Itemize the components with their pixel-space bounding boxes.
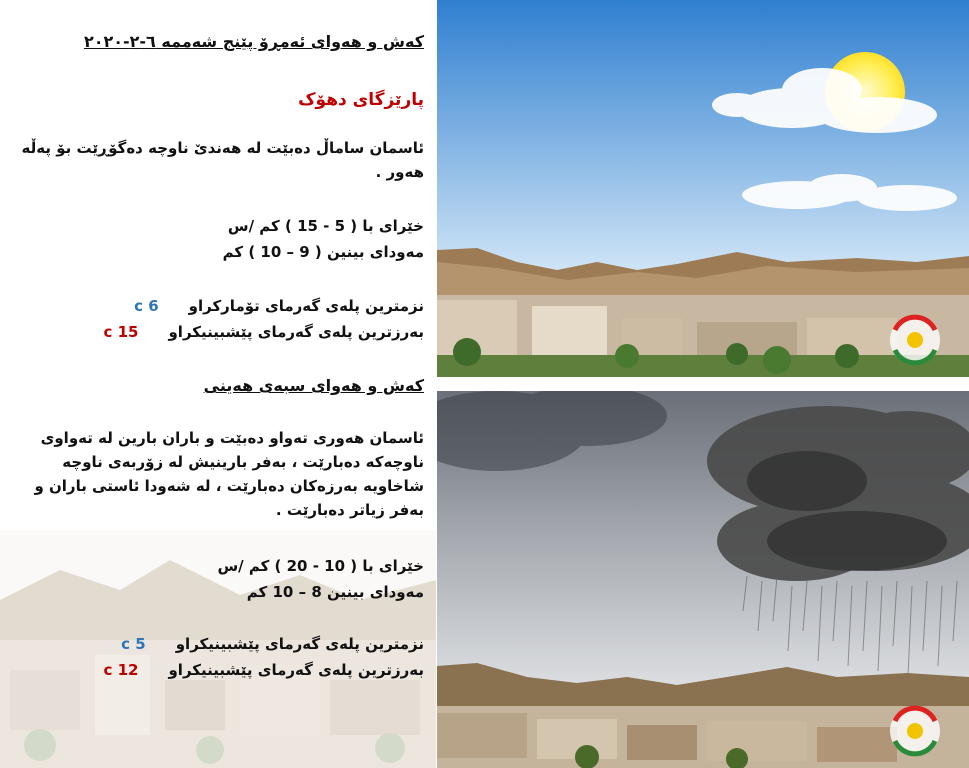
today-min-value: 6 c	[134, 297, 159, 315]
tomorrow-max-temp-row	[103, 658, 424, 682]
tomorrow-max-label: بەرزترین پلەی گەرمای پێشبینیکراو	[168, 661, 424, 679]
tomorrow-heading: کەش و هەوای سبەی هەینی	[203, 376, 424, 395]
today-description: ئاسمان ساماڵ دەبێت لە هەندێ ناوچە دەگۆڕێت بۆ پەڵە هەور .	[21, 139, 424, 181]
stormy-city-photo	[437, 391, 969, 768]
tomorrow-min-temp-row	[121, 632, 424, 656]
channel-logo-icon	[890, 315, 940, 365]
tomorrow-max-value: 12 c	[103, 661, 139, 679]
photo-divider	[437, 377, 969, 391]
tomorrow-description: ئاسمان هەوری تەواو دەبێت و باران بارین لە تەواوی ناوچەکە دەبارێت ، بەفر بارینیش لە زۆربەی ناوچە شاخاویە بەرزەکان دەبارێت ، لە شەودا ئاستی باران و بەفر زیاتر دەبارێت .	[34, 429, 424, 519]
region-name: پارێزگای دهۆک	[298, 90, 424, 110]
today-max-label: بەرزترین پلەی گەرمای پێشبینیکراو	[168, 323, 424, 341]
today-wind: خێرای با ( 5 - 15 ) کم /س	[227, 217, 424, 235]
today-min-temp-row	[134, 294, 424, 318]
tomorrow-visibility: مەودای بینین 8 – 10 کم	[246, 583, 424, 601]
tomorrow-wind: خێرای با ( 10 - 20 ) کم /س	[217, 557, 424, 575]
today-min-label: نزمترین پلەی گەرمای تۆمارکراو	[188, 297, 424, 315]
tomorrow-min-value: 5 c	[121, 635, 146, 653]
today-heading: کەش و هەوای ئەمڕۆ پێنج شەممە ٦-٢-٢٠٢٠	[83, 32, 424, 51]
sunny-city-photo	[437, 0, 969, 377]
today-visibility: مەودای بینین ( 9 – 10 ) کم	[222, 243, 424, 261]
tomorrow-min-label: نزمترین پلەی گەرمای پێشبینیکراو	[175, 635, 424, 653]
channel-logo-icon	[890, 706, 940, 756]
today-max-temp-row	[103, 320, 424, 344]
today-max-value: 15 c	[103, 323, 139, 341]
forecast-text-panel	[0, 0, 436, 768]
